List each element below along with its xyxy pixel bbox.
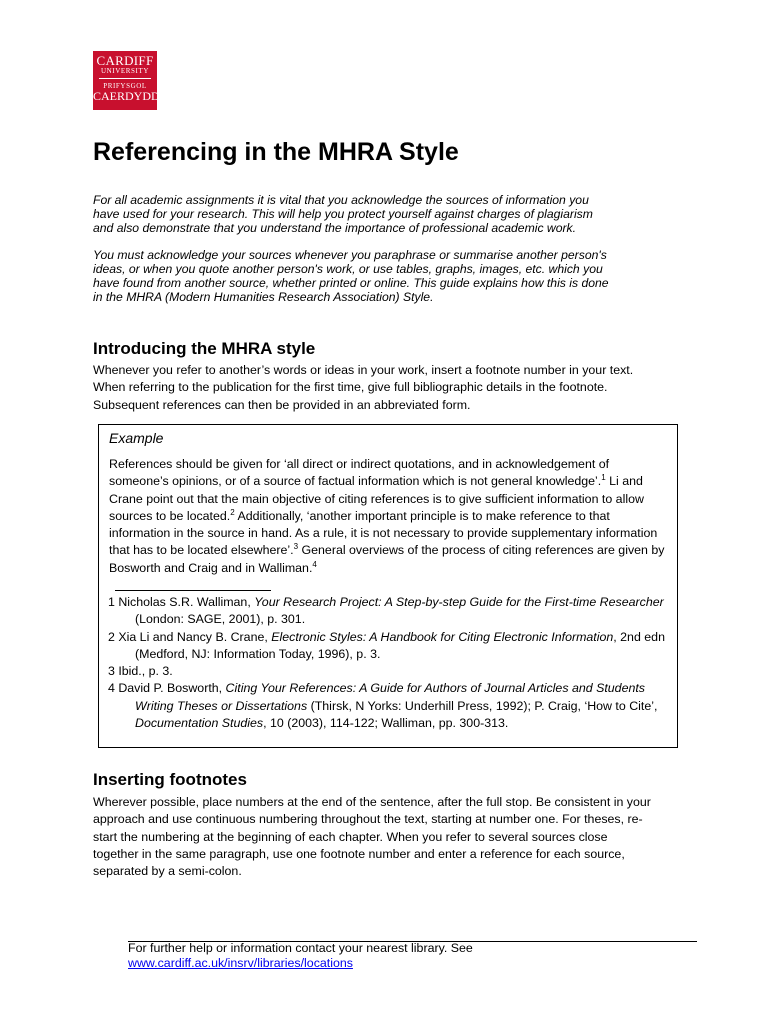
footnote-item-4 bbox=[108, 680, 668, 732]
footnote-4-suffix: (Thirsk, N Yorks: Underhill Press, 1992); P. Craig, ‘How to Cite’, bbox=[307, 698, 658, 713]
footnote-marker-3: 3 bbox=[293, 542, 299, 552]
footnote-1-title: Your Research Project: A Step-by-step Guide for the First-time Researcher bbox=[254, 595, 664, 609]
footnote-2-prefix: 2 Xia Li and Nancy B. Crane, bbox=[108, 629, 272, 644]
example-text-part-2: Li and Crane point out that the main objective of citing references is to give sufficient information to allow sources to be located. bbox=[109, 474, 644, 523]
library-locations-link[interactable]: www.cardiff.ac.uk/insrv/libraries/locations bbox=[128, 956, 353, 970]
section-body-introducing: Whenever you refer to another’s words or ideas in your work, insert a footnote number in your text. When referring to the publication for the first time, give full bibliographic details in the footnote. Subsequent references can then be provided in an abbreviated form. bbox=[93, 363, 634, 412]
footnote-marker-2: 2 bbox=[230, 507, 235, 517]
section-heading-introducing: Introducing the MHRA style bbox=[93, 339, 316, 358]
footnote-3-prefix: 3 Ibid., p. 3. bbox=[108, 664, 173, 679]
footnote-4-title: Citing Your References: A Guide for Authors of Journal Articles and Students Writing Theses or Dissertations bbox=[135, 681, 645, 713]
example-text-part-4: General overviews of the process of citing references are given by Bosworth and Craig and in Walliman. bbox=[109, 543, 665, 575]
footnote-1-suffix: (London: SAGE, 2001), p. 301. bbox=[135, 612, 306, 627]
example-box bbox=[98, 424, 678, 748]
footnote-2-suffix: , 2nd edn (Medford, NJ: Information Today, 1996), p. 3. bbox=[135, 629, 665, 661]
footnote-item-2 bbox=[108, 629, 668, 664]
footnote-4-journal: Documentation Studies bbox=[135, 716, 264, 731]
intro-paragraph-2: You must acknowledge your sources whenever you paraphrase or summarise another person's ideas, or when you quote another person's work, or use tables, graphs, images, etc. which you have found from another source, whether printed or online. This guide explains how this is done in the MHRA (Modern Humanities Research Association) Style. bbox=[93, 248, 609, 304]
footnote-marker-4: 4 bbox=[312, 559, 317, 569]
footnote-4-suffix-2: , 10 (2003), 114-122; Walliman, pp. 300-313. bbox=[263, 716, 509, 731]
intro-paragraph-1: For all academic assignments it is vital that you acknowledge the sources of information you have used for your research. This will help you protect yourself against charges of plagiarism and also demonstrate that you understand the importance of professional academic work. bbox=[93, 193, 593, 235]
cardiff-university-logo bbox=[93, 51, 160, 110]
footnote-4-prefix: 4 David P. Bosworth, bbox=[108, 681, 226, 696]
example-text-part-1: References should be given for ‘all direct or indirect quotations, and in acknowledgement of someone’s opinions, or of a source of factual information which is not general knowledge’. bbox=[109, 457, 610, 489]
footer-text: For further help or information contact your nearest library. See bbox=[128, 941, 473, 955]
footnote-item-3 bbox=[108, 663, 668, 680]
footnote-2-title: Electronic Styles: A Handbook for Citing Electronic Information bbox=[271, 629, 614, 644]
example-paragraph bbox=[109, 456, 669, 577]
logo-line-cardiff: CARDIFF bbox=[96, 53, 154, 68]
logo-line-university: UNIVERSITY bbox=[101, 67, 149, 75]
logo-line-caerdydd: CAERDYDD bbox=[93, 89, 160, 103]
example-text-part-3: Additionally, ‘another important principle is to make reference to that information in the source in hand. As a rule, it is not necessary to provide supplementary information that has to be located elsewhere’. bbox=[109, 508, 658, 558]
footnote-item-1 bbox=[108, 594, 668, 629]
footnote-marker-1: 1 bbox=[601, 473, 606, 483]
footnote-separator bbox=[115, 590, 271, 591]
logo-line-prifysgol: PRIFYSGOL bbox=[103, 82, 147, 90]
logo-divider bbox=[99, 78, 151, 79]
footnote-1-prefix: 1 Nicholas S.R. Walliman, bbox=[108, 595, 255, 609]
section-body-inserting-footnotes: Wherever possible, place numbers at the end of the sentence, after the full stop. Be consistent in your approach and use continuous numbering throughout the text, starting at number one. For theses, re- start the numbering at the beginning of each chapter. When you refer to several sources close together in the same paragraph, use one footnote number and enter a reference for each source, separated by a semi-colon. bbox=[93, 795, 651, 879]
example-label: Example bbox=[109, 430, 164, 446]
footer bbox=[128, 941, 473, 971]
footnote-list bbox=[108, 594, 668, 732]
section-heading-inserting-footnotes: Inserting footnotes bbox=[93, 770, 247, 789]
page-title: Referencing in the MHRA Style bbox=[93, 138, 459, 166]
